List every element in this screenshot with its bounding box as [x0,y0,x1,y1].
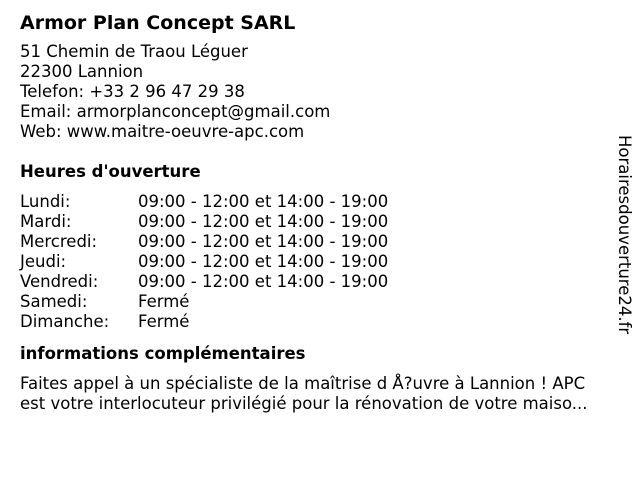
hours-row-friday [20,272,620,292]
hours-row-thursday [20,252,620,272]
hours-value: 09:00 - 12:00 et 14:00 - 19:00 [138,252,389,271]
hours-row-monday [20,192,620,212]
address-street: 51 Chemin de Traou Léguer [20,42,248,61]
hours-day: Vendredi: [20,272,99,291]
phone-line: Telefon: +33 2 96 47 29 38 [20,82,245,101]
hours-day: Jeudi: [20,252,67,271]
hours-row-tuesday [20,212,620,232]
info-title: informations complémentaires [20,344,306,363]
hours-value: 09:00 - 12:00 et 14:00 - 19:00 [138,272,389,291]
hours-value: 09:00 - 12:00 et 14:00 - 19:00 [138,212,389,231]
info-line-2: est votre interlocuteur privilégié pour la rénovation de votre maiso... [20,394,588,413]
hours-day: Mardi: [20,212,72,231]
hours-day: Dimanche: [20,312,110,331]
hours-value: 09:00 - 12:00 et 14:00 - 19:00 [138,232,389,251]
company-name: Armor Plan Concept SARL [20,12,296,34]
hours-row-sunday [20,312,620,332]
hours-row-wednesday [20,232,620,252]
address-city: 22300 Lannion [20,62,144,81]
hours-value: Fermé [138,312,190,331]
hours-title: Heures d'ouverture [20,162,201,181]
hours-day: Mercredi: [20,232,98,251]
info-line-1: Faites appel à un spécialiste de la maîtrise d Å?uvre à Lannion ! APC [20,374,586,393]
email-line: Email: armorplanconcept@gmail.com [20,102,331,121]
info-description [20,374,620,414]
hours-list [20,192,620,332]
company-card [20,10,620,414]
brand-vertical-text: Horairesdouverture24.fr [615,135,634,335]
hours-value: 09:00 - 12:00 et 14:00 - 19:00 [138,192,389,211]
hours-day: Samedi: [20,292,88,311]
hours-value: Fermé [138,292,190,311]
hours-day: Lundi: [20,192,71,211]
web-line: Web: www.maitre-oeuvre-apc.com [20,122,305,141]
hours-row-saturday [20,292,620,312]
